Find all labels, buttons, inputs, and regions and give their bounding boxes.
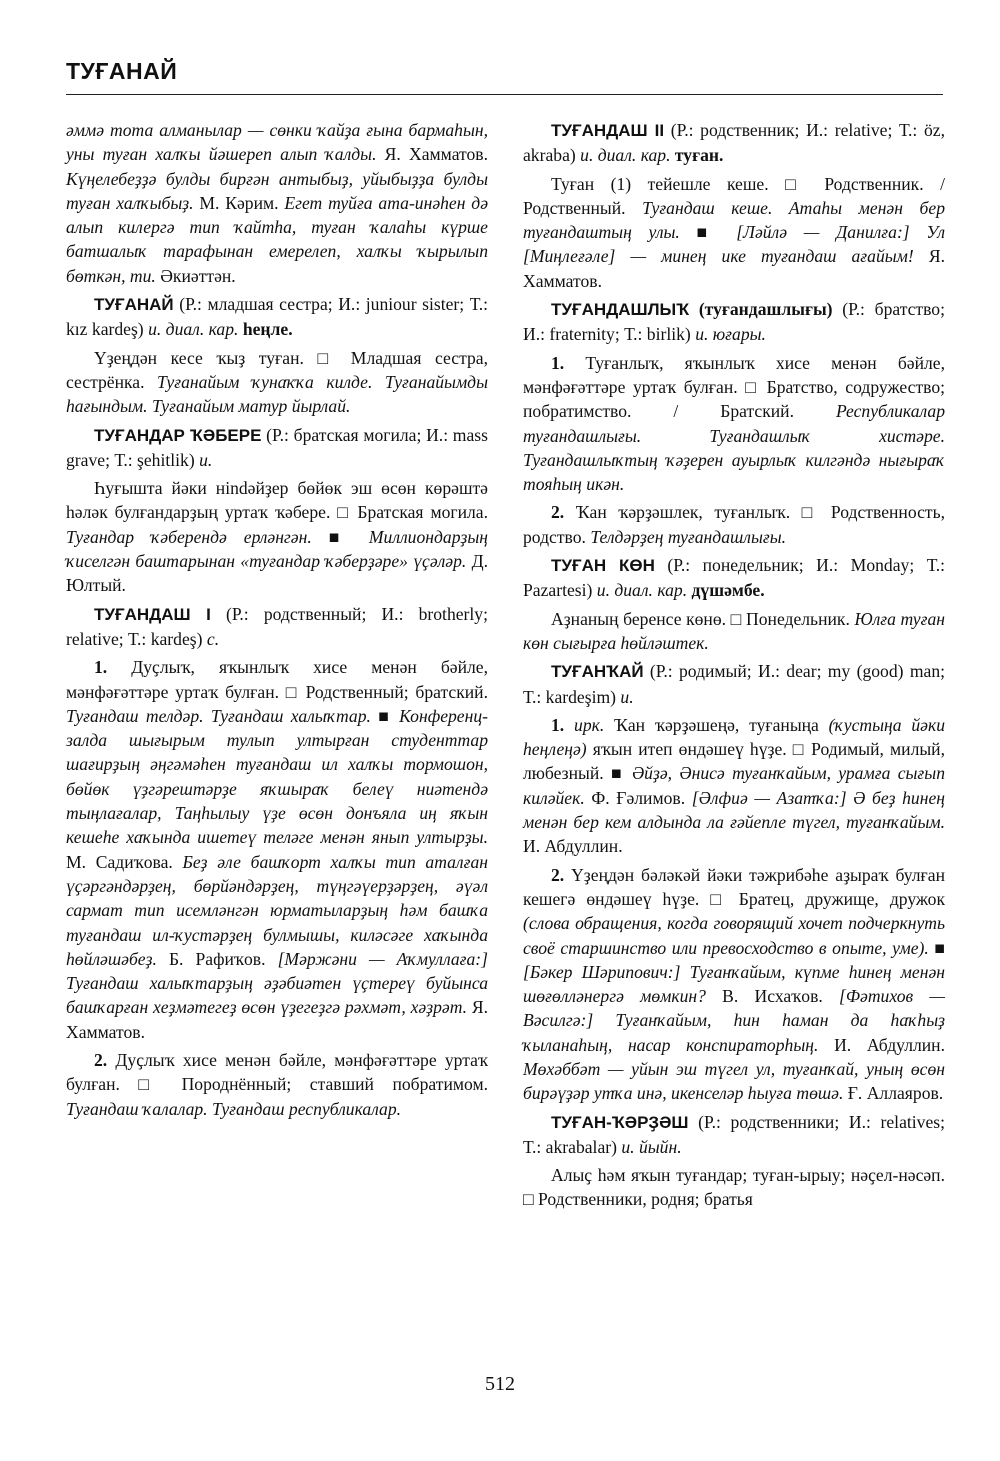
entry-grammar: (Р.: родственный; И.: brotherly; relative; Т.: kardeş) с. [66,603,488,649]
header-rule [66,94,943,95]
definition-paragraph: Үҙеңдән кесе ҡыҙ туған. □ Младшая сестра, сестрёнка. Туғанайым ҡунаҡҡа килде. Туғанайымды һағындым. Туғанайым матур йырлай. [66,347,488,417]
dictionary-entry [523,553,945,603]
definition-paragraph: 2. Дуҫлыҡ хисе менән бәйле, мәнфәғәттәре уртаҡ булған. □ Породнённый; ставший побратимом. Туғандаш ҡалалар. Туғандаш республикалар. [66,1049,488,1119]
definition-paragraph: 1. Туғанлыҡ, яҡынлыҡ хисе менән бәйле, мәнфәғәттәре уртаҡ булған. □ Братство, содружество; побратимство. / Братский. Республикалар туғандашлығы. Туғандашлыҡ хистәре. Туғандашлыҡтың ҡәҙерен ауырлыҡ килгәндә нығыраҡ тояһың икән. [523,352,945,495]
page-number: 512 [485,1373,515,1395]
headword: ТУҒАНДАШЛЫҠ [551,300,690,320]
definition-paragraph: Аҙнаның беренсе көнө. □ Понедельник. Юлға туған көн сығырға һөйләштек. [523,608,945,653]
headword: ТУҒАН КӨН [551,556,655,576]
dictionary-entry [523,659,945,709]
left-column [66,118,488,1125]
entry-grammar: (Р.: братская могила; И.: mass grave; Т.: şehitlik) и. [66,424,488,470]
headword: ТУҒАН-ҠӘРҘӘШ [551,1112,689,1132]
headword: ТУҒАНДАР ҠӘБЕРЕ [94,425,262,445]
right-column [523,118,945,1216]
definition-paragraph: Алыҫ һәм яҡын туғандар; туған-ырыу; нәҫел-нәсәп. □ Родственники, родня; братья [523,1165,945,1210]
running-head [66,58,942,85]
definition-paragraph: 2. Үҙеңдән бәләкәй йәки тәжрибәһе аҙыраҡ булған кешегә өндәшеү һүҙе. □ Братец, дружище, дружок (слова обращения, когда говорящий хочет подчеркнуть своё старшинство или превосходство в опыте, уме). ■ [Бәкер Шәрипович:] Туғанҡайым, күпме һинең менән шөғөлләнергә мөмкин? В. Исхаҡов. [Фәтихов — Вәсилгә:] Туғанҡайым, һин һаман да һаҡһыҙ ҡыланаһың, насар конспираторһың. И. Абдуллин. Мөхәббәт — уйын эш түгел ул, туғанҡай, уның өсөн бирәүҙәр утҡа инә, икенселәр һыуға төшә. Ғ. Аллаяров. [523,864,946,1104]
dictionary-entry [523,297,945,347]
headword: ТУҒАНҠАЙ [551,662,644,682]
entry-grammar: (Р.: родственник; И.: relative; Т.: öz, akraba) и. диал. кар. туған. [523,120,945,166]
dictionary-entry [523,1110,945,1160]
dictionary-entry [523,118,945,168]
entry-grammar: (Р.: младшая сестра; И.: juniour sister; Т.: kız kardeş) и. диал. кар. һеңле. [66,294,488,340]
entry-grammar: (Р.: родственники; И.: relatives; Т.: akrabalar) и. йыйн. [523,1111,945,1157]
definition-paragraph: 1. ирк. Ҡан ҡәрҙәшеңә, туғаныңа (ҡустыңа йәки һеңлеңә) яҡын итеп өндәшеү һүҙе. □ Родимый, милый, любезный. ■ Әйҙә, Әнисә туғанҡайым, урамға сығып киләйек. Ф. Ғәлимов. [Әлфиә — Азатҡа:] Ә беҙ һинең менән бер кем алдында ла ғәйепле түгел, туғанҡайым. И. Абдуллин. [523,714,946,857]
entry-grammar: (туғандашлығы) (Р.: братство; И.: fraternity; Т.: birlik) и. юғары. [523,299,945,345]
dictionary-entry [66,423,488,473]
entry-grammar: (Р.: понедельник; И.: Monday; Т.: Pazartesi) и. диал. кар. дүшәмбе. [523,555,945,601]
definition-paragraph: 1. Дуҫлыҡ, яҡынлыҡ хисе менән бәйле, мәнфәғәттәре уртаҡ булған. □ Родственный; братский. Туғандаш телдәр. Туғандаш халыҡтар. ■ Конференц-залда шығырым тулып ултырған студенттар шағирҙың әңгәмәһен туғандаш ил халҡы тормошон, бөйөк үҙгәрештәрҙе яҡшыраҡ белеү ниәтендә тыңлағалар, Таңһылыу үҙе өсөн донъяла иң яҡын кешеһе хаҡында ишетеү теләге менән янып ултырҙы. М. Садиҡова. Беҙ әле башҡорт халҡы тип аталған үҫәргәндәрҙең, бөрйәндәрҙең, түңгәүерҙәрҙең, әүәл сармат тип исемләнгән юрматыларҙың һәм башҡа туғандаш ил-ҡустәрҙең булмышы, киләсәге хаҡында һөйләшәбеҙ. Б. Рафиҡов. [Мәржәни — Аҡмуллаға:] Туғандаш халыҡтарҙың әҙәбиәтен үҫтереү буйынса башҡарған хеҙмәтегеҙ өсөн үҙегеҙгә рәхмәт, хәҙрәт. Я. Хамматов. [66,657,488,1042]
dictionary-entry [66,602,488,652]
headword: ТУҒАНДАШ II [551,121,665,140]
definition-paragraph: Һуғышта йәки нindәйҙер бөйөк эш өсөн көрәштә һәләк булғандарҙың уртаҡ ҡәбере. □ Братская могила. Туғандар ҡәберендә ерләнгән. ■ Миллиондарҙың ҡиселгән баштарынан «туғандар ҡәберҙәре» үҫәләр. Д. Юлтый. [66,478,488,596]
definition-paragraph: 2. Ҡан ҡәрҙәшлек, туғанлыҡ. □ Родственность, родство. Телдәрҙең туғандашлығы. [523,502,945,547]
dictionary-entry [66,292,488,342]
headword: ТУҒАНАЙ [94,295,174,315]
definition-paragraph: Туған (1) тейешле кеше. □ Родственник. / Родственный. Туғандаш кеше. Атаһы менән бер туғандаштың улы. ■ [Ләйлә — Данилға:] Ул [Миңлеғәле] — минең ике туғандаш ағайым! Я. Хамматов. [523,173,945,291]
headword: ТУҒАНДАШ I [94,604,211,624]
entry-grammar: (Р.: родимый; И.: dear; my (good) man; Т.: kardeşim) и. [523,661,945,707]
running-head-title: ТУҒАНАЙ [66,58,178,84]
continued-text: әммә тота алманылар — сөнки ҡайҙа ғына бармаһын, уны туған халҡы йәшереп алып ҡалды. Я. Хамматов. Күңелебеҙҙә булды бирғән антыбыҙ, уйыбыҙҙа булды туған халҡыбыҙ. М. Кәрим. Егет туйға ата-инәһен дә алып килергә тип ҡайтһа, туған ҡалаһы күрше батшалыҡ тарафынан емерелеп, халҡы ҡырылып бөткән, ти. Әкиәттән. [66,120,489,286]
